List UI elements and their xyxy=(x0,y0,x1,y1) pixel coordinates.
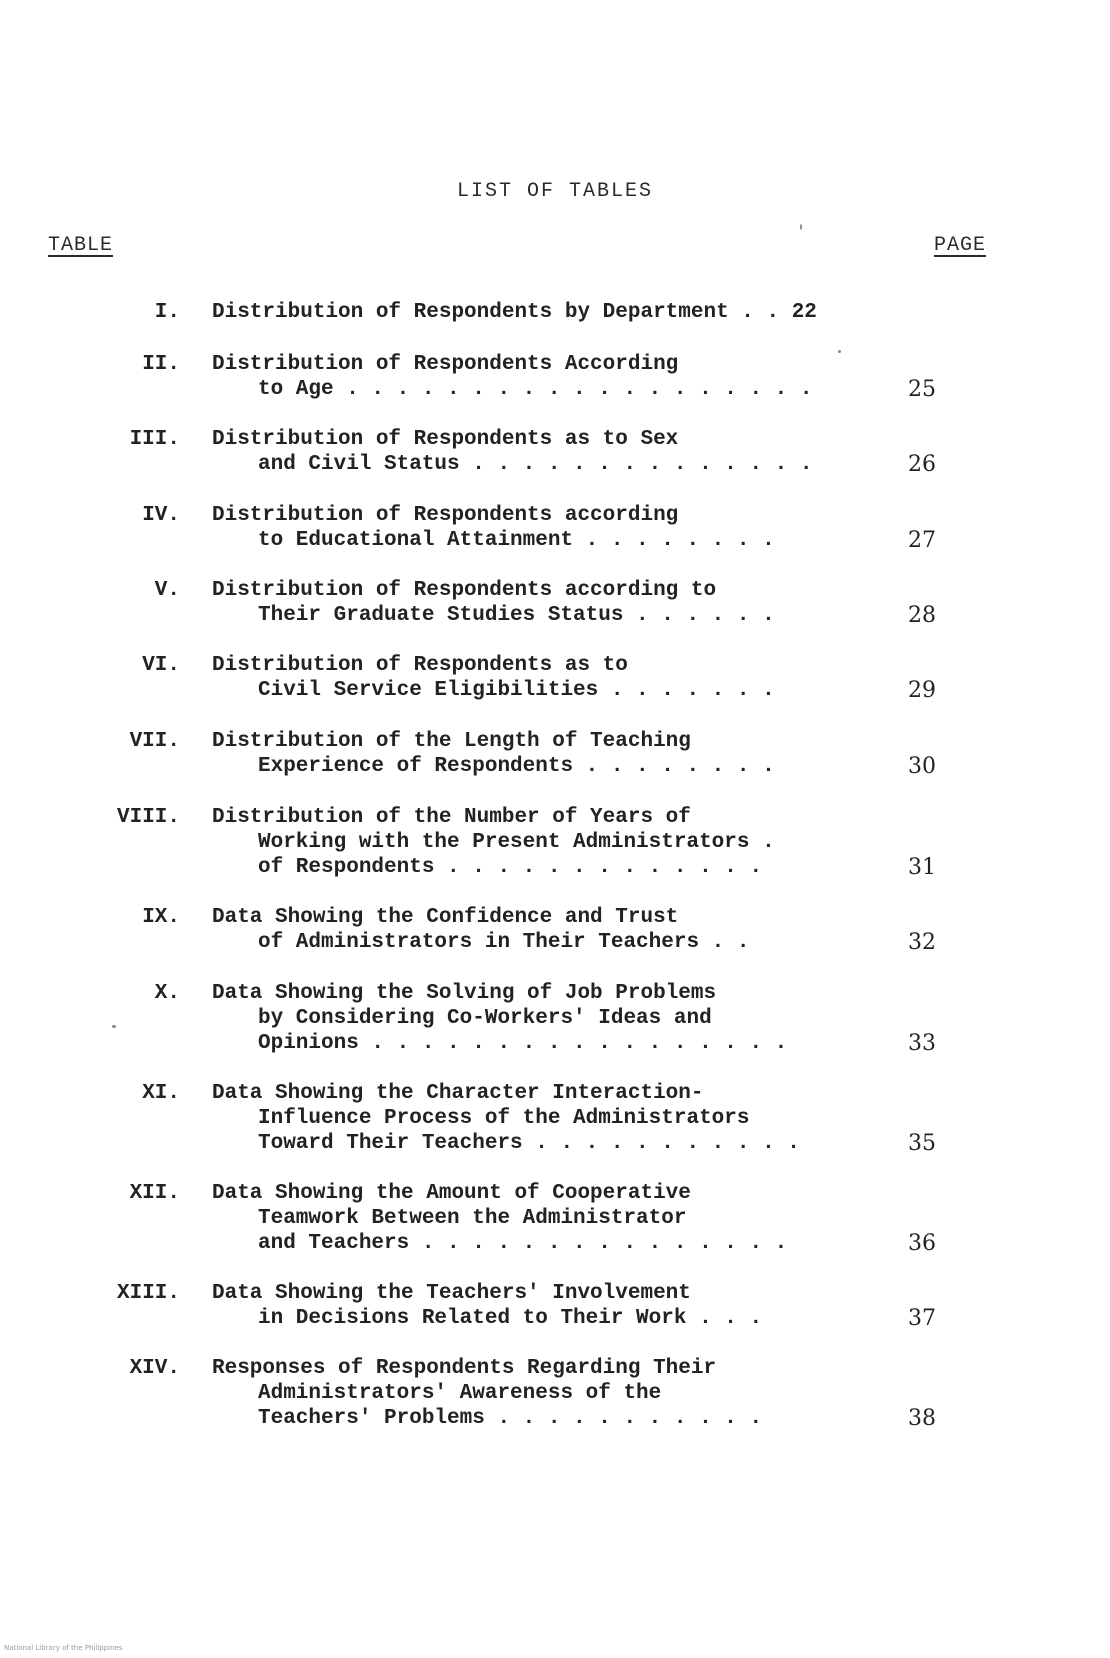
caption-line: Data Showing the Teachers' Involvement xyxy=(212,1282,691,1305)
page-number: 33 xyxy=(908,1031,936,1056)
page-number: 29 xyxy=(908,678,936,703)
caption-line: Distribution of Respondents as to xyxy=(212,654,628,677)
table-caption xyxy=(212,729,775,779)
scan-speck xyxy=(112,1025,116,1028)
table-caption xyxy=(212,653,775,703)
caption-line: Distribution of Respondents according xyxy=(212,504,679,527)
table-caption xyxy=(212,1081,800,1156)
caption-line: Teachers' Problems . . . . . . . . . . . xyxy=(258,1407,763,1430)
table-caption xyxy=(212,981,787,1056)
page-number: 36 xyxy=(908,1231,936,1256)
table-number: XIII. xyxy=(116,1282,180,1305)
table-number: V. xyxy=(154,579,180,602)
caption-line: by Considering Co-Workers' Ideas and xyxy=(258,1007,712,1030)
caption-line: Working with the Present Administrators . xyxy=(258,831,775,854)
page-number: 32 xyxy=(908,930,936,955)
caption-line: Distribution of Respondents according to xyxy=(212,579,717,602)
page-title: LIST OF TABLES xyxy=(456,180,654,203)
table-caption xyxy=(212,905,749,955)
table-column-header: TABLE xyxy=(48,234,114,257)
page-number: 30 xyxy=(908,754,936,779)
table-number: IX. xyxy=(142,906,180,929)
table-number: VII. xyxy=(129,730,180,753)
page-number: 31 xyxy=(908,855,936,880)
caption-line: Data Showing the Solving of Job Problems xyxy=(212,982,717,1005)
caption-line: Responses of Respondents Regarding Their xyxy=(212,1357,717,1380)
caption-line: Experience of Respondents . . . . . . . . xyxy=(258,755,775,778)
caption-line: Distribution of Respondents According xyxy=(212,353,679,376)
table-caption xyxy=(212,1281,762,1331)
caption-line: in Decisions Related to Their Work . . . xyxy=(258,1307,763,1330)
caption-line: and Civil Status . . . . . . . . . . . . . . xyxy=(258,453,813,476)
table-number: VI. xyxy=(142,654,180,677)
caption-line: Administrators' Awareness of the xyxy=(258,1382,662,1405)
table-caption xyxy=(212,1181,787,1256)
table-number: I. xyxy=(154,301,180,324)
caption-line: to Age . . . . . . . . . . . . . . . . . . . xyxy=(258,378,813,401)
page-number: 38 xyxy=(908,1406,936,1431)
caption-line: of Respondents . . . . . . . . . . . . . xyxy=(258,856,763,879)
table-caption xyxy=(212,1356,762,1431)
table-number: III. xyxy=(129,428,180,451)
caption-line: Distribution of Respondents as to Sex xyxy=(212,428,679,451)
scan-speck xyxy=(800,224,802,230)
table-number: IV. xyxy=(142,504,180,527)
caption-line: Their Graduate Studies Status . . . . . . xyxy=(258,604,775,627)
table-caption xyxy=(212,300,817,325)
scan-footer: National Library of the Philippines xyxy=(4,1644,123,1652)
table-caption xyxy=(212,578,775,628)
caption-line: Distribution of the Number of Years of xyxy=(212,806,691,829)
table-caption xyxy=(212,352,813,402)
table-number: XI. xyxy=(142,1082,180,1105)
table-number: II. xyxy=(142,353,180,376)
caption-line: Opinions . . . . . . . . . . . . . . . . . xyxy=(258,1032,788,1055)
caption-line: to Educational Attainment . . . . . . . . xyxy=(258,529,775,552)
table-caption xyxy=(212,805,775,880)
page-number: 27 xyxy=(908,528,936,553)
table-caption xyxy=(212,427,813,477)
page-number: 28 xyxy=(908,603,936,628)
scan-speck xyxy=(838,350,841,353)
table-number: XII. xyxy=(129,1182,180,1205)
page-number: 35 xyxy=(908,1131,936,1156)
table-number: X. xyxy=(154,982,180,1005)
caption-line: Distribution of the Length of Teaching xyxy=(212,730,691,753)
table-caption xyxy=(212,503,775,553)
page-number: 26 xyxy=(908,452,936,477)
table-number: XIV. xyxy=(129,1357,180,1380)
caption-line: and Teachers . . . . . . . . . . . . . . . xyxy=(258,1232,788,1255)
caption-line: Influence Process of the Administrators xyxy=(258,1107,750,1130)
caption-line: Teamwork Between the Administrator xyxy=(258,1207,687,1230)
caption-line: Data Showing the Confidence and Trust xyxy=(212,906,679,929)
caption-line: Distribution of Respondents by Department . . 22 xyxy=(212,301,817,324)
caption-line: Data Showing the Amount of Cooperative xyxy=(212,1182,691,1205)
caption-line: Data Showing the Character Interaction- xyxy=(212,1082,704,1105)
page-column-header: PAGE xyxy=(933,234,986,257)
caption-line: Civil Service Eligibilities . . . . . . . xyxy=(258,679,775,702)
caption-line: of Administrators in Their Teachers . . xyxy=(258,931,750,954)
page-number: 37 xyxy=(908,1306,936,1331)
caption-line: Toward Their Teachers . . . . . . . . . . . xyxy=(258,1132,800,1155)
table-number: VIII. xyxy=(116,806,180,829)
page-number: 25 xyxy=(908,377,936,402)
